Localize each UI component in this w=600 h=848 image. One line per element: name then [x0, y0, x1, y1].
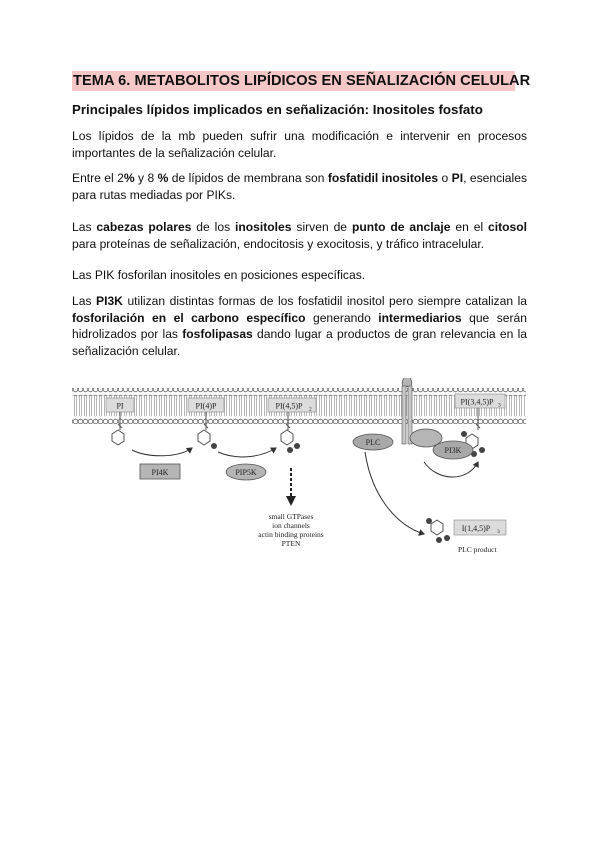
paragraph-line: para rutas mediadas por PIKs. [72, 187, 236, 202]
text-run-bold: PI3K [96, 294, 123, 308]
enzyme-plc [353, 434, 393, 450]
text-run-bold: cabezas polares [96, 220, 192, 234]
paragraph-intro [72, 128, 527, 161]
text-run-bold: PI [451, 171, 464, 185]
label-pi4k: PI4K [151, 468, 169, 477]
text-run: de los [191, 220, 236, 234]
text-run-bold: punto de anclaje [351, 220, 451, 234]
page-title: TEMA 6. METABOLITOS LIPÍDICOS EN SEÑALIZACIÓN CELULAR [73, 73, 531, 89]
inositol-head-pi [112, 430, 124, 445]
label-ip3-sub: 3 [497, 529, 500, 535]
paragraph-pi-percentage [72, 170, 527, 203]
label-pi45p2-sub: 2 [309, 406, 312, 413]
text-run: que serán [461, 310, 527, 325]
paragraph-pi3k [72, 293, 527, 359]
text-run-bold: inositoles [235, 220, 292, 234]
lipid-label-pi [106, 398, 134, 412]
label-pi: PI [116, 401, 124, 411]
text-run: Las [72, 294, 97, 308]
text-run: hidrolizados por las [72, 327, 183, 342]
lipid-label-pi4p [188, 398, 224, 412]
label-pi4p: PI(4)P [195, 401, 217, 411]
inositol-head-pi4p [198, 430, 217, 449]
paragraph-pik: Las PIK fosforilan inositoles en posiciones específicas. [72, 268, 366, 282]
effector-item: ion channels [272, 521, 310, 530]
arrow-head-effectors [286, 496, 296, 506]
arrow-plc-to-ip3 [365, 452, 424, 534]
text-run: Entre el 2 [72, 171, 124, 185]
paragraph-line [72, 219, 527, 236]
text-run: generando [305, 310, 379, 325]
text-run: Las [72, 220, 97, 234]
label-pi345p3: PI(3,4,5)P [460, 397, 494, 407]
text-run: de lípidos de membrana son [168, 171, 328, 185]
enzyme-pip5k [226, 464, 266, 480]
text-run-bold: citosol [488, 220, 528, 234]
text-run-bold: fosfatidil inositoles [327, 171, 439, 185]
text-run: y 8 [134, 171, 158, 185]
text-run: en el [450, 220, 489, 234]
label-pi45p2: PI(4,5)P [275, 401, 303, 411]
text-run: utilizan distintas formas de los fosfatidil inositol pero siempre catalizan la [122, 294, 528, 308]
text-run-bold: % [157, 171, 169, 185]
text-run: dando lugar a productos de gran relevancia en la [252, 327, 527, 342]
effector-item: PTEN [281, 539, 301, 548]
text-run: , esenciales [463, 171, 527, 185]
effector-item: small GTPases [268, 512, 314, 521]
paragraph-line: importantes de la señalización celular. [72, 145, 277, 160]
paragraph-line: Los lípidos de la mb pueden sufrir una modificación e intervenir en procesos [72, 129, 527, 143]
paragraph-line [72, 310, 527, 327]
inositol-head-pi45p2 [281, 430, 300, 453]
text-run-bold: fosforilación en el carbono específico [72, 310, 306, 325]
paragraph-line: para proteínas de señalización, endocitosis y exocitosis, y tráfico intracelular. [72, 236, 485, 251]
paragraph-line [72, 293, 527, 310]
plc-product-ip3 [426, 518, 506, 554]
label-pi345p3-sub: 3 [498, 402, 501, 409]
paragraph-polar-heads [72, 219, 527, 252]
effector-list [258, 512, 323, 548]
effector-item: actin binding proteins [258, 530, 324, 539]
paragraph-line [72, 170, 527, 187]
arrow-pi-to-pi4p [132, 448, 192, 456]
phosphoinositide-pathway-diagram [68, 378, 530, 568]
label-pi3k: PI3K [444, 446, 462, 455]
label-pip5k: PIP5K [235, 468, 257, 477]
arrow-pi45p2-to-pi345p3 [424, 462, 478, 477]
text-run-bold: fosfolipasas [182, 327, 253, 342]
paragraph-line [72, 326, 527, 343]
text-run-bold: intermediarios [378, 310, 462, 325]
text-run: o [438, 171, 452, 185]
text-run-bold: % [123, 171, 135, 185]
paragraph-line: señalización celular. [72, 343, 181, 358]
label-ip3: I(1,4,5)P [461, 524, 491, 533]
text-run: sirven de [291, 220, 352, 234]
lipid-label-pi45p2 [268, 398, 316, 413]
section-subtitle: Principales lípidos implicados en señalización: Inositoles fosfato [72, 102, 483, 117]
enzyme-pi4k [140, 464, 180, 479]
arrow-pi4p-to-pi45p2 [218, 448, 276, 457]
label-plc-product: PLC product [458, 545, 497, 554]
label-plc: PLC [365, 438, 381, 447]
lipid-label-pi345p3 [455, 394, 505, 409]
